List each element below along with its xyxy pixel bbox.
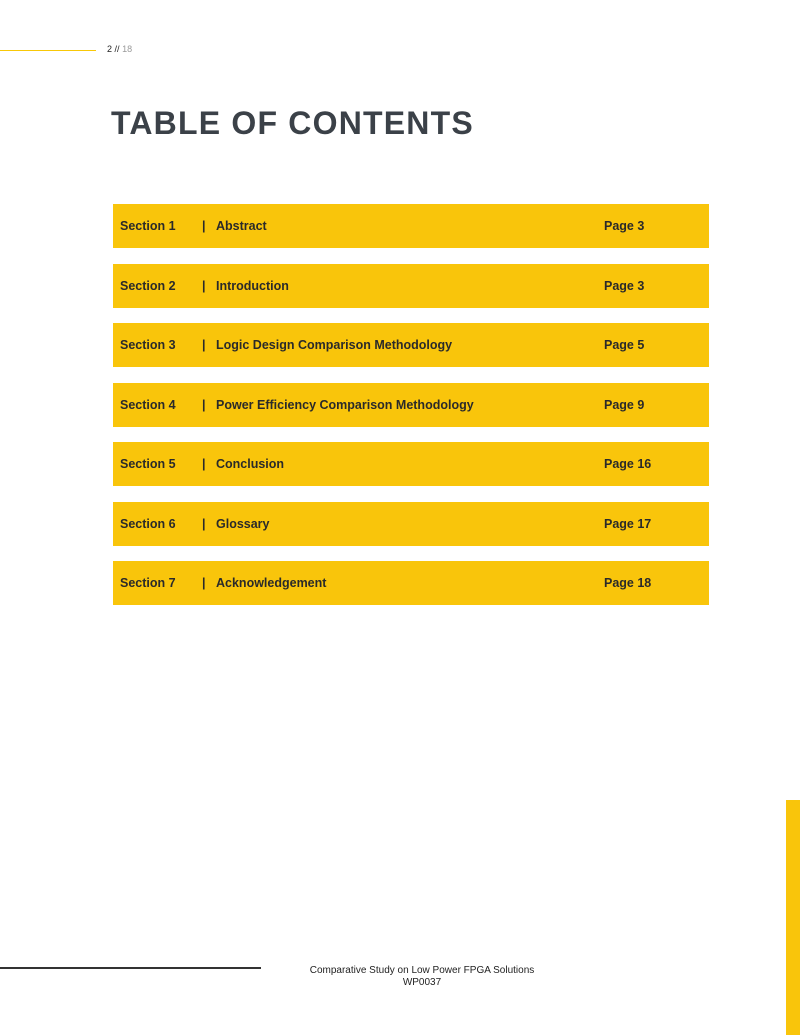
page-separator: //: [114, 44, 120, 54]
total-pages: 18: [122, 44, 133, 54]
toc-separator: |: [202, 576, 206, 590]
toc-entry-section-1[interactable]: [113, 204, 709, 248]
page-indicator: [107, 43, 132, 55]
toc-section-label: Section 6: [120, 516, 176, 531]
side-accent-bar: [786, 800, 800, 1035]
footer-doc-title: Comparative Study on Low Power FPGA Solutions: [309, 965, 535, 976]
toc-section-label: Section 7: [120, 576, 176, 590]
toc-section-label: Section 3: [120, 338, 176, 352]
toc-section-title: Glossary: [216, 516, 270, 531]
toc-entry-section-7[interactable]: [113, 561, 709, 605]
toc-separator: |: [202, 397, 206, 412]
toc-section-label: Section 5: [120, 457, 176, 471]
toc-entry-section-4[interactable]: [113, 383, 709, 427]
header-accent-rule: [0, 50, 96, 51]
toc-section-label: Section 2: [120, 278, 176, 293]
footer-doc-id: WP0037: [402, 977, 442, 988]
toc-page-ref: Page 17: [604, 516, 652, 531]
toc-page-ref: Page 5: [604, 338, 645, 352]
toc-separator: |: [202, 278, 206, 293]
toc-page-ref: Page 16: [604, 457, 652, 471]
toc-section-title: Introduction: [216, 278, 289, 293]
toc-section-title: Power Efficiency Comparison Methodology: [216, 397, 474, 412]
toc-page-ref: Page 3: [604, 219, 645, 233]
page-title: TABLE OF CONTENTS: [111, 105, 474, 141]
toc-entry-section-2[interactable]: [113, 264, 709, 308]
toc-section-label: Section 4: [120, 397, 176, 412]
current-page-number: 2: [107, 44, 113, 54]
toc-section-title: Conclusion: [216, 457, 285, 471]
toc-section-title: Abstract: [216, 219, 267, 233]
toc-section-title: Acknowledgement: [216, 576, 327, 590]
toc-separator: |: [202, 338, 206, 352]
toc-separator: |: [202, 516, 206, 531]
toc-section-label: Section 1: [120, 219, 176, 233]
toc-separator: |: [202, 219, 206, 233]
toc-entry-section-3[interactable]: [113, 323, 709, 367]
toc-entry-section-6[interactable]: [113, 502, 709, 546]
toc-page-ref: Page 9: [604, 397, 645, 412]
toc-page-ref: Page 18: [604, 576, 652, 590]
page-footer: [272, 965, 572, 989]
toc-section-title: Logic Design Comparison Methodology: [216, 338, 453, 352]
toc-page-ref: Page 3: [604, 278, 645, 293]
footer-rule: [0, 967, 261, 969]
toc-entry-section-5[interactable]: [113, 442, 709, 486]
table-of-contents: [113, 204, 709, 621]
toc-separator: |: [202, 457, 206, 471]
